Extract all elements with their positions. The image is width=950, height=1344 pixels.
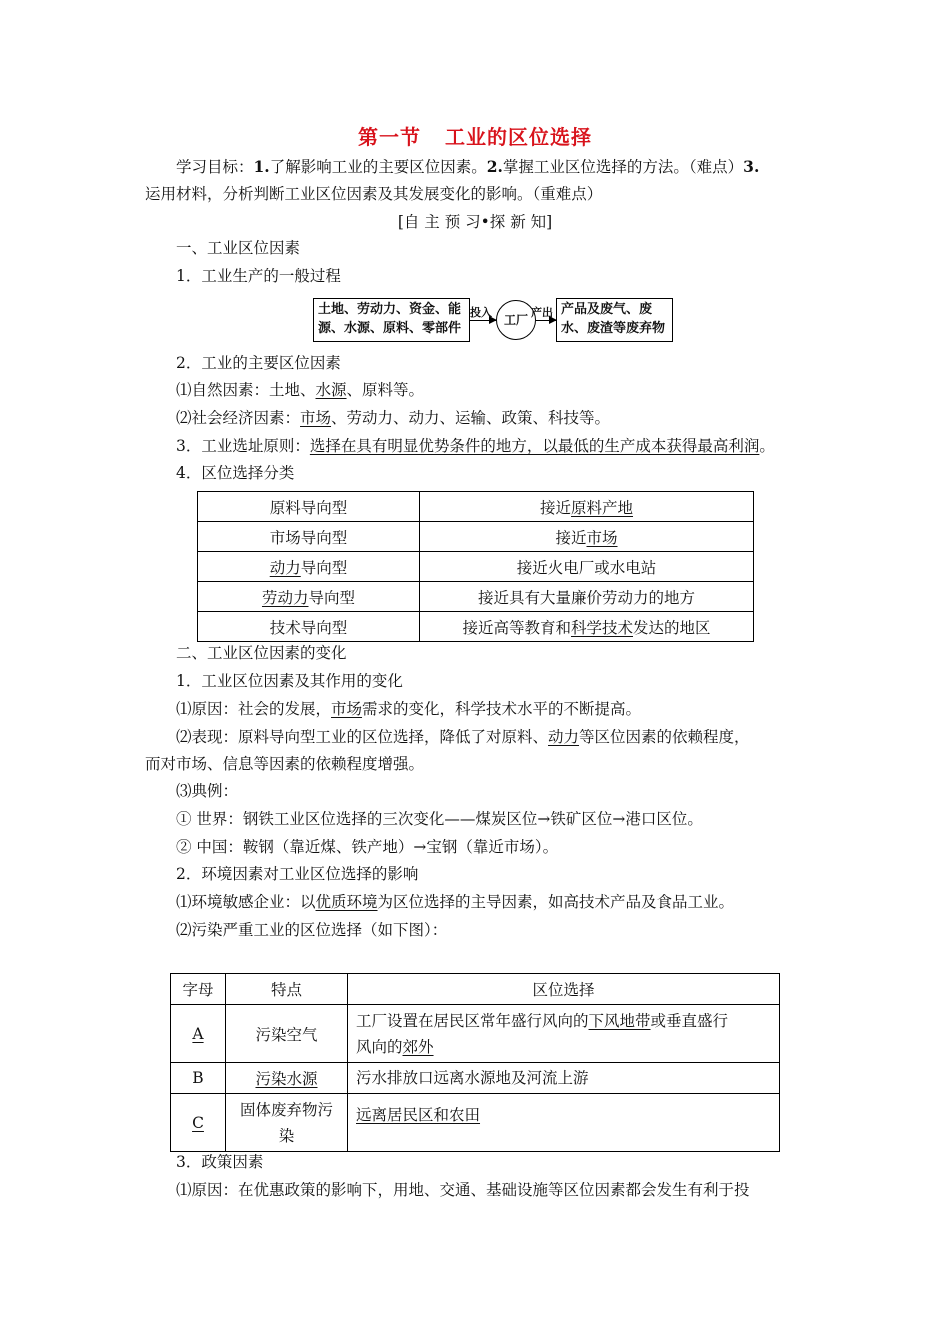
objectives-label: 学习目标： — [176, 158, 254, 176]
type-answer: 动力 — [269, 558, 301, 577]
env-text: ⑴环境敏感企业：以 — [176, 893, 316, 911]
objective-num-1: 1. — [253, 157, 270, 176]
location-type-cell — [198, 612, 420, 642]
row-letter: B — [171, 1063, 226, 1094]
row-choice — [348, 1005, 780, 1063]
perf-text: ⑵表现：原料导向型工业的区位选择，降低了对原料、 — [176, 728, 549, 746]
pollution-table — [170, 973, 780, 1152]
table-row — [198, 582, 754, 612]
location-choice-cell — [420, 612, 754, 642]
social-answer: 市场 — [300, 409, 332, 427]
perf-text-end: 等区位因素的依赖程度， — [579, 728, 750, 746]
location-type-cell — [198, 582, 420, 612]
choice-text: 接近具有大量廉价劳动力的地方 — [477, 588, 695, 607]
row-feature — [226, 1063, 348, 1094]
choice-text: 接近火电厂或水电站 — [516, 558, 657, 577]
table-row — [198, 612, 754, 642]
feature-line2: 染 — [278, 1126, 295, 1145]
feature-answer: 污染水源 — [255, 1070, 318, 1088]
sec1-item2: 2．工业的主要区位因素 — [176, 354, 341, 372]
location-type-cell — [198, 492, 420, 522]
type-answer: 劳动力 — [261, 588, 309, 607]
env-sensitive — [176, 891, 734, 913]
table-row — [171, 1063, 780, 1094]
choice-text-end: 或垂直盛行 — [650, 1011, 729, 1030]
type-text: 导向型 — [308, 588, 356, 607]
type-text: 市场导向型 — [269, 528, 348, 547]
change-reason — [176, 698, 641, 720]
location-type-table — [197, 491, 754, 642]
change-performance — [176, 726, 750, 748]
location-type-cell — [198, 522, 420, 552]
location-type-cell — [198, 552, 420, 582]
factory-node: 工厂 — [496, 300, 536, 340]
row-letter — [171, 1094, 226, 1152]
env-answer: 优质环境 — [315, 893, 378, 911]
reason-text: ⑴原因：社会的发展， — [176, 700, 332, 718]
natural-text: ⑴自然因素：土地、 — [176, 381, 316, 399]
choice-answer: 远离居民区和农田 — [356, 1106, 481, 1124]
principle-end: 。 — [759, 437, 775, 455]
choice-answer: 科学技术 — [570, 618, 633, 637]
row-choice — [348, 1094, 780, 1152]
sec2-item1: 1．工业区位因素及其作用的变化 — [176, 672, 403, 690]
header-letter: 字母 — [171, 974, 226, 1005]
sec1-item4: 4．区位选择分类 — [176, 464, 295, 482]
objective-1: 了解影响工业的主要区位因素。 — [269, 158, 487, 176]
choice-text: 接近 — [555, 528, 587, 547]
choice-text: 发达的地区 — [633, 618, 711, 637]
policy-reason: ⑴原因：在优惠政策的影响下，用地、交通、基础设施等区位因素都会发生有利于投 — [176, 1181, 750, 1199]
feature-line1: 固体废弃物污 — [239, 1100, 333, 1119]
choice-answer: 原料产地 — [571, 498, 634, 517]
natural-factors — [176, 379, 424, 401]
letter-a: A — [192, 1024, 204, 1043]
location-choice-cell — [420, 522, 754, 552]
choice-text: 接近高等教育和 — [462, 618, 571, 637]
row-feature — [226, 1094, 348, 1152]
change-performance-line2: 而对市场、信息等因素的依赖程度增强。 — [145, 755, 425, 773]
outputs-box: 产品及废气、废水、废渣等废弃物 — [556, 298, 673, 342]
choice-answer: 下风地带 — [588, 1011, 651, 1030]
section-banner: [自 主 预 习•探 新 知] — [397, 213, 553, 231]
reason-answer: 市场 — [331, 700, 363, 718]
sec2-item3: 3．政策因素 — [176, 1153, 264, 1171]
row-letter — [171, 1005, 226, 1063]
example-world: ① 世界：钢铁工业区位选择的三次变化——煤炭区位→铁矿区位→港口区位。 — [176, 810, 703, 828]
title-section-number: 第一节 — [358, 125, 421, 149]
output-arrow — [536, 320, 556, 321]
sec2-heading: 二、工业区位因素的变化 — [176, 644, 347, 662]
reason-text-end: 需求的变化，科学技术水平的不断提高。 — [362, 700, 642, 718]
input-arrow — [470, 320, 496, 321]
row-choice: 污水排放口远离水源地及河流上游 — [348, 1063, 780, 1094]
site-principle — [176, 435, 775, 457]
input-label: 投入 — [470, 306, 492, 319]
choice-text: 接近 — [539, 498, 571, 517]
table-row — [198, 492, 754, 522]
social-text: ⑵社会经济因素： — [176, 409, 301, 427]
choice-answer-2: 郊外 — [402, 1037, 434, 1056]
objectives-line2: 运用材料，分析判断工业区位因素及其发展变化的影响。（重难点） — [145, 185, 603, 203]
sec2-item2: 2．环境因素对工业区位选择的影响 — [176, 865, 419, 883]
pollution-table-header — [171, 974, 780, 1005]
table-row — [171, 1005, 780, 1063]
location-choice-cell — [420, 492, 754, 522]
perf-answer: 动力 — [548, 728, 580, 746]
objective-num-3: 3. — [743, 157, 760, 176]
choice-answer: 市场 — [586, 528, 618, 547]
title-topic: 工业的区位选择 — [445, 125, 592, 149]
social-factors — [176, 407, 610, 429]
table-row — [171, 1094, 780, 1152]
natural-answer: 水源 — [315, 381, 347, 399]
row-feature: 污染空气 — [226, 1005, 348, 1063]
examples-label: ⑶典例： — [176, 782, 239, 800]
output-label: 产出 — [531, 306, 553, 319]
principle-label: 3．工业选址原则： — [176, 437, 310, 455]
choice-text: 工厂设置在居民区常年盛行风向的 — [356, 1011, 589, 1030]
location-choice-cell — [420, 552, 754, 582]
type-text: 导向型 — [300, 558, 348, 577]
location-choice-cell — [420, 582, 754, 612]
natural-text-end: 、原料等。 — [346, 381, 425, 399]
principle-answer: 选择在具有明显优势条件的地方，以最低的生产成本获得最高利润 — [309, 437, 760, 455]
type-text: 技术导向型 — [269, 618, 348, 637]
social-text-end: 、劳动力、动力、运输、政策、科技等。 — [331, 409, 611, 427]
example-china: ② 中国：鞍钢（靠近煤、铁产地）→宝钢（靠近市场）。 — [176, 838, 559, 856]
inputs-box: 土地、劳动力、资金、能源、水源、原料、零部件 — [313, 298, 470, 342]
objectives-line1 — [176, 156, 759, 178]
env-text-end: 为区位选择的主导因素，如高技术产品及食品工业。 — [377, 893, 735, 911]
env-pollution: ⑵污染严重工业的区位选择（如下图）： — [176, 921, 448, 939]
header-choice: 区位选择 — [348, 974, 780, 1005]
table-row — [198, 552, 754, 582]
table-row — [198, 522, 754, 552]
type-text: 原料导向型 — [269, 498, 348, 517]
letter-c: C — [192, 1113, 204, 1132]
page-title — [0, 121, 950, 150]
choice-text-2: 风向的 — [356, 1037, 403, 1056]
objective-num-2: 2. — [486, 157, 503, 176]
sec1-heading: 一、工业区位因素 — [176, 239, 301, 257]
objective-2: 掌握工业区位选择的方法。（难点） — [502, 158, 744, 176]
sec1-item1: 1．工业生产的一般过程 — [176, 267, 341, 285]
header-feature: 特点 — [226, 974, 348, 1005]
